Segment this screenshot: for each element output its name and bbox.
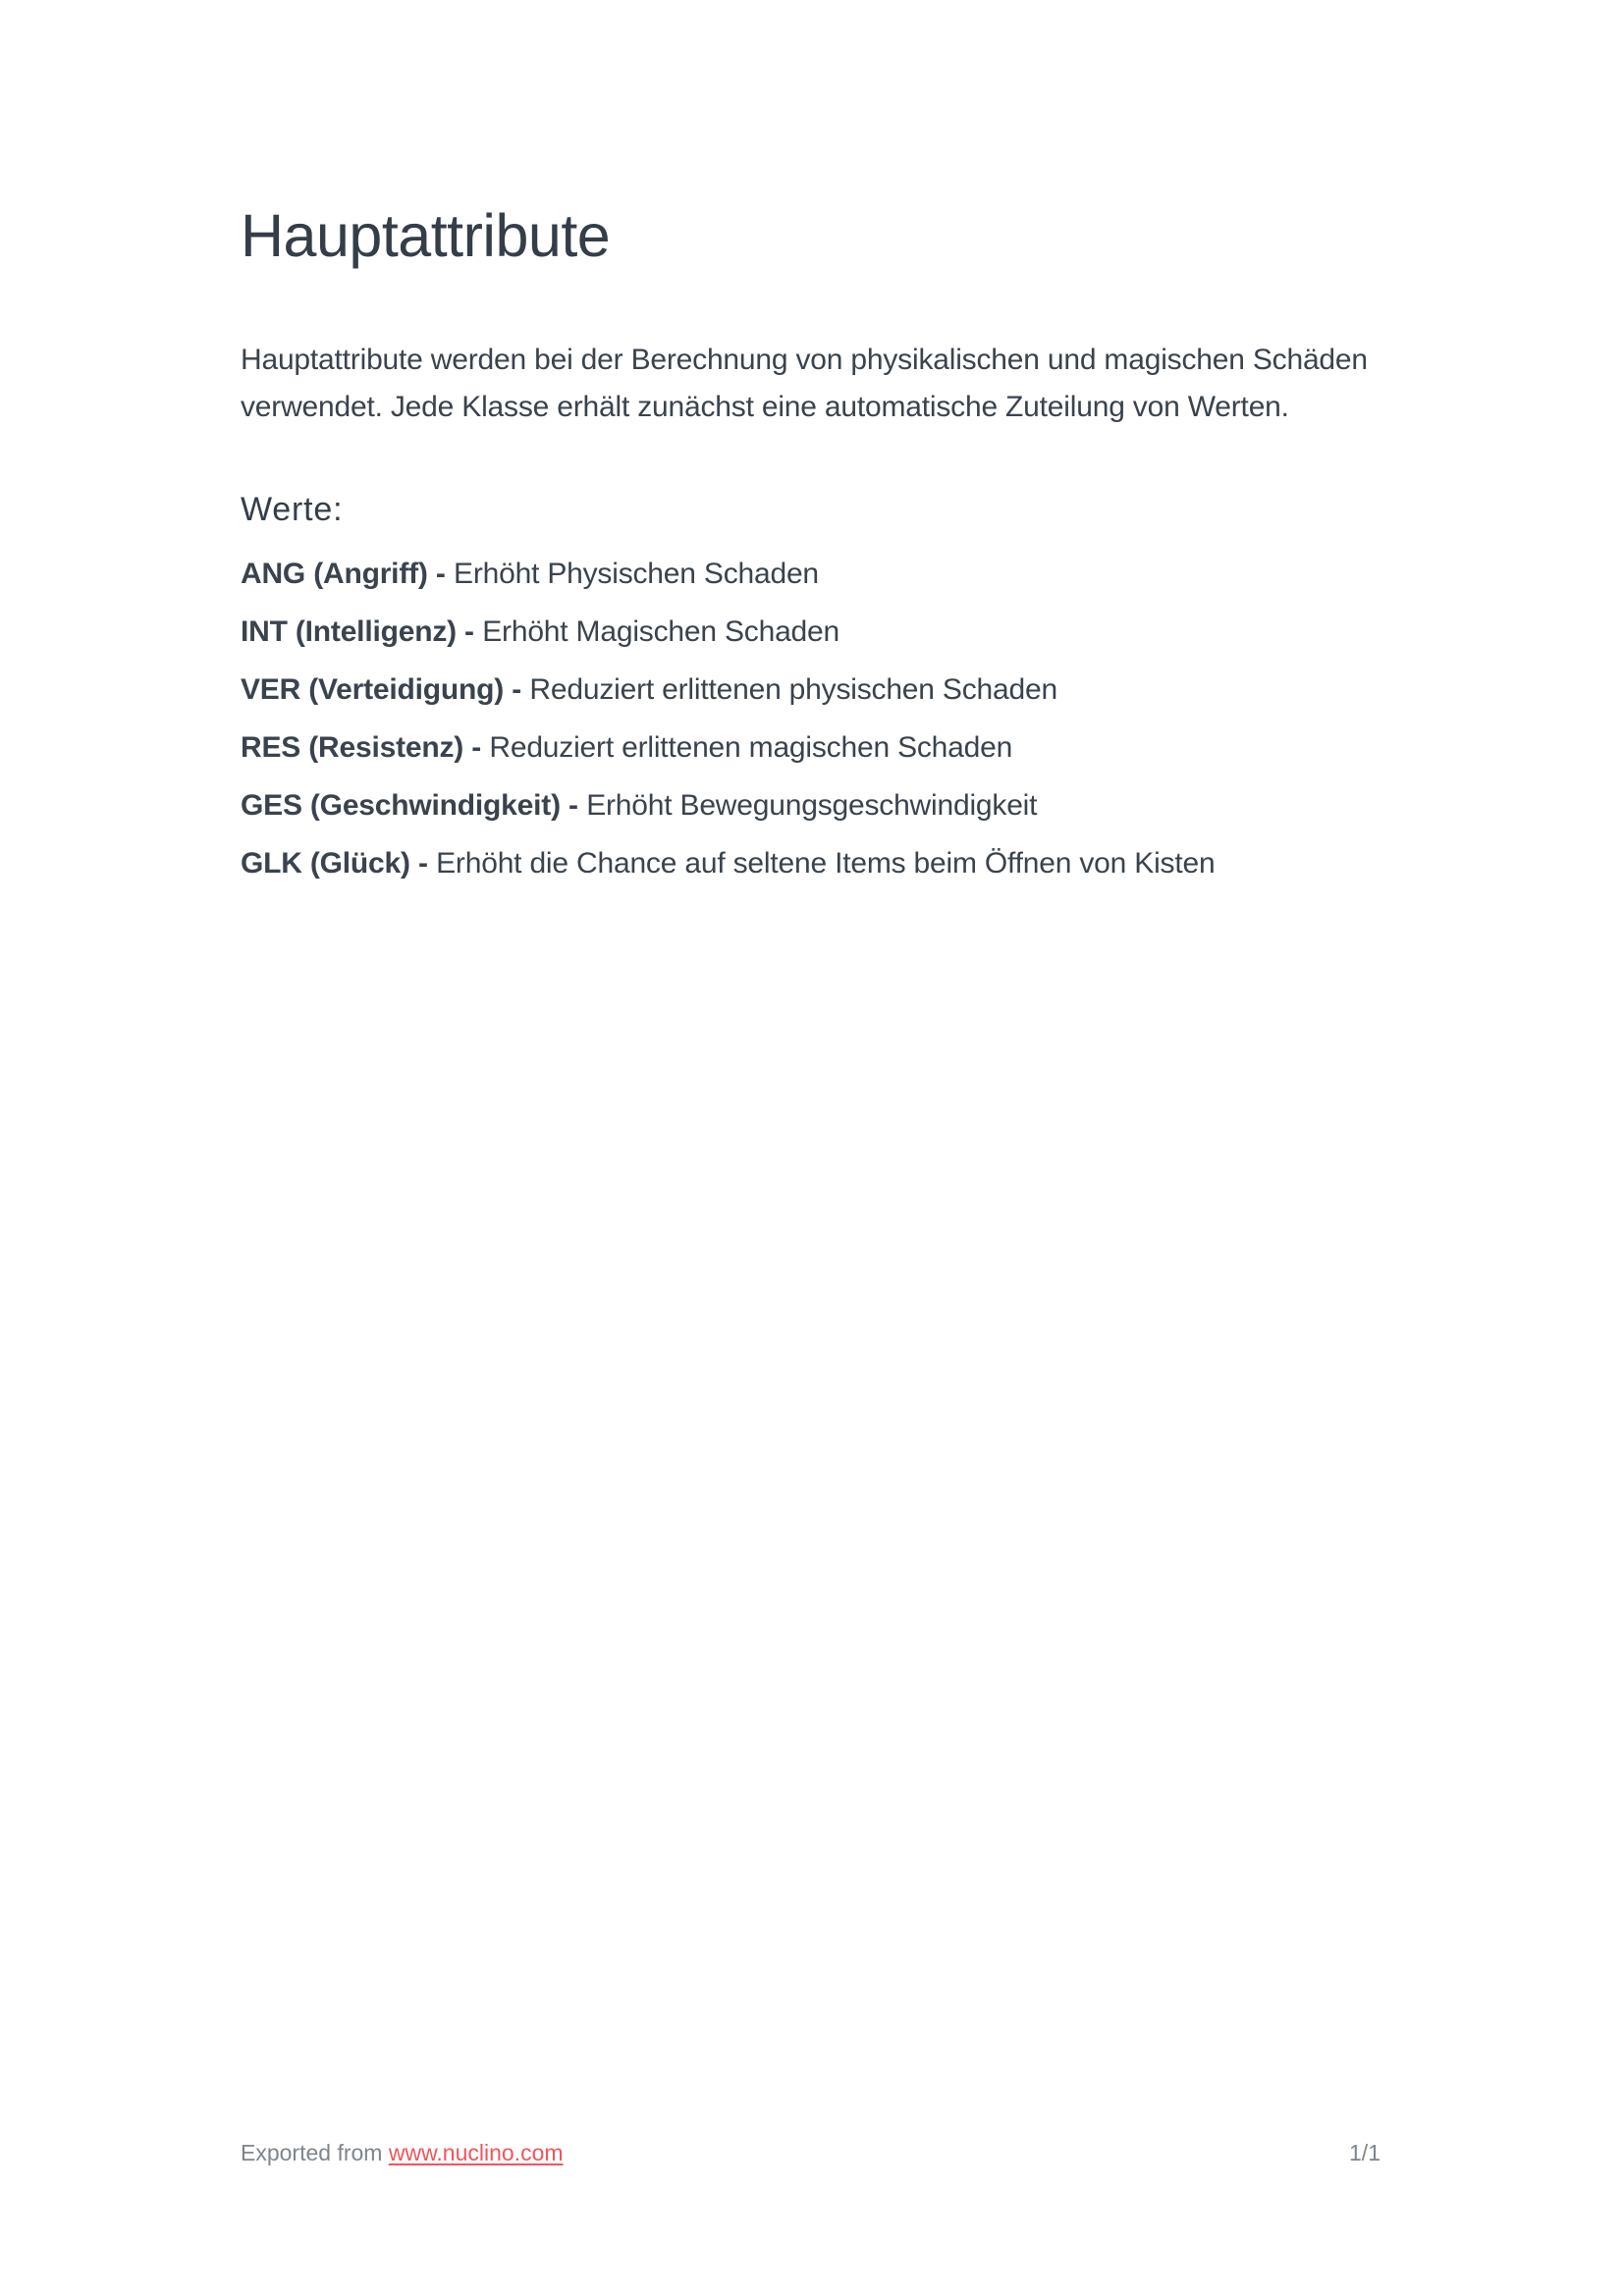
attribute-description: Erhöht Bewegungsgeschwindigkeit	[586, 789, 1038, 823]
attribute-item-ver	[241, 667, 1382, 714]
page-footer	[241, 2138, 1380, 2167]
attribute-item-res	[241, 724, 1382, 772]
section-heading-werte: Werte:	[241, 491, 344, 529]
page-indicator: 1/1	[1349, 2140, 1380, 2165]
document-content	[241, 0, 1382, 898]
attribute-description: Erhöht die Chance auf seltene Items beim Öffnen von Kisten	[436, 847, 1216, 881]
attribute-item-glk	[241, 840, 1382, 887]
page-title: Hauptattribute	[241, 202, 611, 269]
attribute-description: Erhöht Magischen Schaden	[482, 615, 840, 649]
attribute-description: Reduziert erlittenen magischen Schaden	[489, 731, 1013, 765]
attribute-label: ANG (Angriff) -	[241, 558, 446, 591]
nuclino-link[interactable]: www.nuclino.com	[388, 2140, 564, 2165]
attribute-label: GES (Geschwindigkeit) -	[241, 789, 578, 823]
attribute-item-ges	[241, 782, 1382, 829]
attribute-item-int	[241, 609, 1382, 656]
intro-line: verwendet. Jede Klasse erhält zunächst eine automatische Zuteilung von Werten.	[241, 391, 1289, 424]
attribute-label: INT (Intelligenz) -	[241, 615, 474, 649]
attribute-description: Erhöht Physischen Schaden	[454, 558, 819, 591]
intro-paragraph	[241, 337, 1382, 431]
attribute-item-ang	[241, 551, 1382, 598]
attribute-label: RES (Resistenz) -	[241, 731, 481, 765]
attribute-description: Reduziert erlittenen physischen Schaden	[529, 673, 1057, 707]
attribute-list	[241, 551, 1382, 887]
export-note-prefix: Exported from	[241, 2140, 389, 2165]
export-note	[241, 2138, 564, 2167]
attribute-label: GLK (Glück) -	[241, 847, 428, 881]
attribute-label: VER (Verteidigung) -	[241, 673, 522, 707]
intro-line: Hauptattribute werden bei der Berechnung von physikalischen und magischen Schäden	[241, 344, 1368, 377]
